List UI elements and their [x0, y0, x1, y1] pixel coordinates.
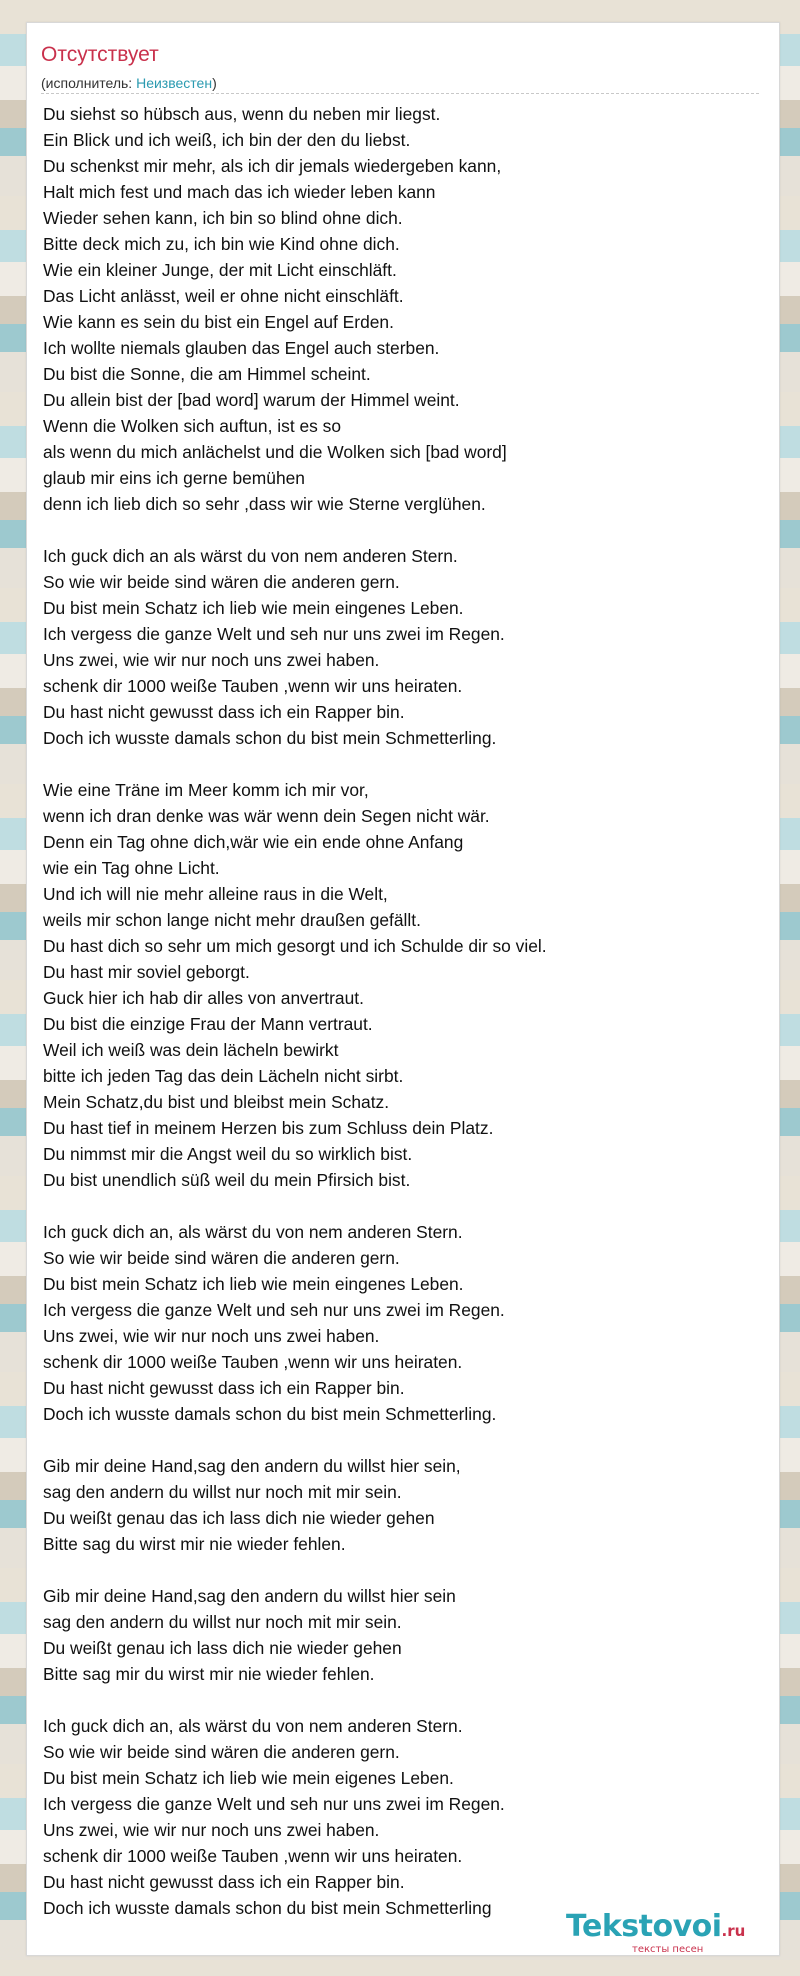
lyrics-line: Ich vergess die ganze Welt und seh nur uns zwei im Regen.	[43, 624, 505, 644]
lyrics-line: Doch ich wusste damals schon du bist mein Schmetterling.	[43, 1404, 497, 1424]
lyrics-line: Du weißt genau ich lass dich nie wieder gehen	[43, 1638, 402, 1658]
lyrics-line: Wieder sehen kann, ich bin so blind ohne dich.	[43, 208, 403, 228]
lyrics-line: So wie wir beide sind wären die anderen gern.	[43, 572, 400, 592]
lyrics-line: bitte ich jeden Tag das dein Lächeln nicht sirbt.	[43, 1066, 404, 1086]
lyrics-line: Du hast dich so sehr um mich gesorgt und ich Schulde dir so viel.	[43, 936, 547, 956]
lyrics-line: Du schenkst mir mehr, als ich dir jemals wiedergeben kann,	[43, 156, 502, 176]
lyrics-line: schenk dir 1000 weiße Tauben ,wenn wir uns heiraten.	[43, 676, 463, 696]
lyrics-line: Bitte sag du wirst mir nie wieder fehlen.	[43, 1534, 346, 1554]
lyrics-line: Wie ein kleiner Junge, der mit Licht einschläft.	[43, 260, 397, 280]
lyrics-line: Ich wollte niemals glauben das Engel auch sterben.	[43, 338, 440, 358]
lyrics-line: Du bist mein Schatz ich lieb wie mein eigenes Leben.	[43, 1768, 454, 1788]
lyrics-line: Doch ich wusste damals schon du bist mein Schmetterling.	[43, 728, 497, 748]
lyrics-verse	[43, 1453, 763, 1557]
lyrics-line: Uns zwei, wie wir nur noch uns zwei haben.	[43, 650, 380, 670]
lyrics-line: Doch ich wusste damals schon du bist mein Schmetterling	[43, 1898, 492, 1918]
lyrics-line: Bitte deck mich zu, ich bin wie Kind ohne dich.	[43, 234, 400, 254]
lyrics-line: Guck hier ich hab dir alles von anvertraut.	[43, 988, 364, 1008]
lyrics-line: Ein Blick und ich weiß, ich bin der den du liebst.	[43, 130, 411, 150]
lyrics-line: Wie kann es sein du bist ein Engel auf Erden.	[43, 312, 394, 332]
logo-wordmark	[566, 1909, 745, 1944]
logo-tld: .ru	[721, 1922, 746, 1940]
lyrics-line: sag den andern du willst nur noch mit mir sein.	[43, 1482, 402, 1502]
lyrics-line: denn ich lieb dich so sehr ,dass wir wie Sterne verglühen.	[43, 494, 486, 514]
lyrics-line: Ich guck dich an als wärst du von nem anderen Stern.	[43, 546, 458, 566]
header-divider	[41, 93, 759, 94]
lyrics-line: Du bist unendlich süß weil du mein Pfirsich bist.	[43, 1170, 411, 1190]
lyrics-line: glaub mir eins ich gerne bemühen	[43, 468, 305, 488]
lyrics-line: Du hast nicht gewusst dass ich ein Rapper bin.	[43, 1872, 405, 1892]
lyrics-verse	[43, 1219, 763, 1427]
performer-prefix: (исполнитель:	[41, 75, 137, 91]
performer-line	[41, 75, 217, 91]
lyrics-verse	[43, 777, 763, 1193]
lyrics-line: Bitte sag mir du wirst mir nie wieder fehlen.	[43, 1664, 375, 1684]
lyrics-line: Ich guck dich an, als wärst du von nem anderen Stern.	[43, 1222, 463, 1242]
lyrics-line: Uns zwei, wie wir nur noch uns zwei haben.	[43, 1326, 380, 1346]
lyrics-line: So wie wir beide sind wären die anderen gern.	[43, 1742, 400, 1762]
lyrics-line: Du bist die Sonne, die am Himmel scheint.	[43, 364, 371, 384]
lyrics-line: Und ich will nie mehr alleine raus in die Welt,	[43, 884, 388, 904]
lyrics-line: Du bist mein Schatz ich lieb wie mein eingenes Leben.	[43, 598, 464, 618]
lyrics-line: Ich vergess die ganze Welt und seh nur uns zwei im Regen.	[43, 1794, 505, 1814]
lyrics-line: weils mir schon lange nicht mehr draußen gefällt.	[43, 910, 421, 930]
logo-tagline: тексты песен	[632, 1944, 704, 1955]
lyrics-line: Wenn die Wolken sich auftun, ist es so	[43, 416, 342, 436]
performer-link[interactable]: Неизвестен	[136, 75, 213, 91]
lyrics-line: Ich guck dich an, als wärst du von nem anderen Stern.	[43, 1716, 463, 1736]
performer-suffix: )	[212, 75, 217, 91]
lyrics-line: Gib mir deine Hand,sag den andern du willst hier sein,	[43, 1456, 461, 1476]
lyrics-line: Du bist die einzige Frau der Mann vertraut.	[43, 1014, 373, 1034]
lyrics-line: Du weißt genau das ich lass dich nie wieder gehen	[43, 1508, 435, 1528]
lyrics-body	[43, 101, 763, 1947]
lyrics-verse	[43, 1713, 763, 1921]
lyrics-line: Du bist mein Schatz ich lieb wie mein eingenes Leben.	[43, 1274, 464, 1294]
lyrics-card	[26, 22, 780, 1956]
lyrics-verse	[43, 101, 763, 517]
lyrics-line: Das Licht anlässt, weil er ohne nicht einschläft.	[43, 286, 404, 306]
lyrics-line: als wenn du mich anlächelst und die Wolken sich [bad word]	[43, 442, 507, 462]
lyrics-line: Du siehst so hübsch aus, wenn du neben mir liegst.	[43, 104, 441, 124]
lyrics-verse	[43, 543, 763, 751]
lyrics-line: Du allein bist der [bad word] warum der Himmel weint.	[43, 390, 460, 410]
lyrics-line: Du hast mir soviel geborgt.	[43, 962, 250, 982]
site-logo[interactable]	[566, 1909, 796, 1959]
lyrics-line: Du hast nicht gewusst dass ich ein Rapper bin.	[43, 1378, 405, 1398]
lyrics-line: So wie wir beide sind wären die anderen gern.	[43, 1248, 400, 1268]
lyrics-line: schenk dir 1000 weiße Tauben ,wenn wir uns heiraten.	[43, 1846, 463, 1866]
lyrics-line: Du hast nicht gewusst dass ich ein Rapper bin.	[43, 702, 405, 722]
lyrics-line: Du nimmst mir die Angst weil du so wirklich bist.	[43, 1144, 413, 1164]
lyrics-line: Ich vergess die ganze Welt und seh nur uns zwei im Regen.	[43, 1300, 505, 1320]
lyrics-line: Halt mich fest und mach das ich wieder leben kann	[43, 182, 436, 202]
lyrics-line: Denn ein Tag ohne dich,wär wie ein ende ohne Anfang	[43, 832, 464, 852]
lyrics-line: sag den andern du willst nur noch mit mir sein.	[43, 1612, 402, 1632]
lyrics-line: Du hast tief in meinem Herzen bis zum Schluss dein Platz.	[43, 1118, 494, 1138]
lyrics-line: Mein Schatz,du bist und bleibst mein Schatz.	[43, 1092, 390, 1112]
lyrics-line: wie ein Tag ohne Licht.	[43, 858, 220, 878]
lyrics-line: Gib mir deine Hand,sag den andern du willst hier sein	[43, 1586, 456, 1606]
lyrics-line: Wie eine Träne im Meer komm ich mir vor,	[43, 780, 369, 800]
logo-main-text: Tekstovoi	[566, 1909, 722, 1944]
song-title: Отсутствует	[41, 43, 159, 66]
lyrics-verse	[43, 1583, 763, 1687]
lyrics-line: Uns zwei, wie wir nur noch uns zwei haben.	[43, 1820, 380, 1840]
lyrics-line: wenn ich dran denke was wär wenn dein Segen nicht wär.	[43, 806, 490, 826]
lyrics-line: Weil ich weiß was dein lächeln bewirkt	[43, 1040, 339, 1060]
lyrics-line: schenk dir 1000 weiße Tauben ,wenn wir uns heiraten.	[43, 1352, 463, 1372]
